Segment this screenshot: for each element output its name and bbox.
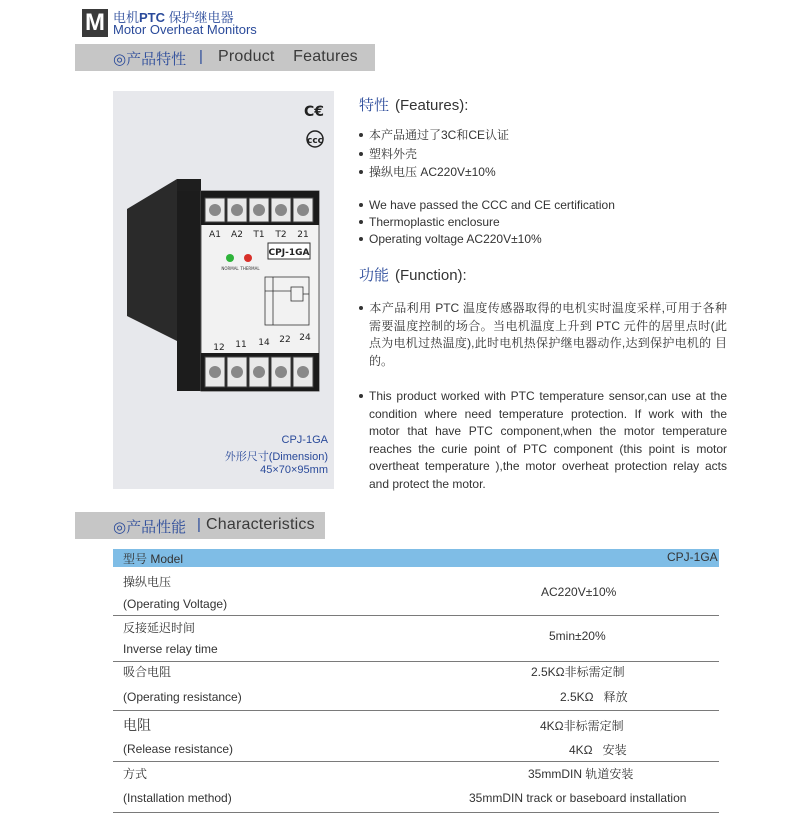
document-title-en: Motor Overheat Monitors xyxy=(113,22,257,37)
section-separator: | xyxy=(199,48,203,65)
feature-bullet: 本产品通过了3C和CE认证 xyxy=(359,126,509,143)
terminal-label: 21 xyxy=(297,230,309,240)
terminal-label: 12 xyxy=(213,343,225,353)
row-divider xyxy=(113,812,719,813)
feature-bullet: Operating voltage AC220V±10% xyxy=(359,232,542,246)
caption-dimension-size: 45×70×95mm xyxy=(260,464,328,476)
terminal-label: 24 xyxy=(299,333,311,343)
row-value: 5min±20% xyxy=(549,629,606,643)
row-label-en: (Release resistance) xyxy=(123,742,234,756)
document-title-cn: 电机PTC 保护继电器 xyxy=(113,10,234,25)
svg-text:THERMAL: THERMAL xyxy=(240,266,260,271)
row-value: 4KΩ非标需定制 xyxy=(540,719,624,733)
terminal-label: A1 xyxy=(209,230,221,240)
feature-bullet: 塑料外壳 xyxy=(359,145,417,162)
row-label-cn: 吸合电阻 xyxy=(123,665,172,679)
row-divider xyxy=(113,661,719,662)
features-heading: 特性 (Features): xyxy=(359,97,469,114)
caption-dimension-label: 外形尺寸(Dimension) xyxy=(224,451,328,463)
row-label-en: (Installation method) xyxy=(123,791,232,805)
svg-text:NORMAL: NORMAL xyxy=(221,266,239,271)
row-value: 2.5KΩ 释放 xyxy=(560,690,628,704)
feature-bullet: 操纵电压 AC220V±10% xyxy=(359,163,496,180)
svg-text:C€: C€ xyxy=(303,104,325,120)
device-model-label: CPJ-1GA xyxy=(268,248,310,258)
ce-mark-icon xyxy=(304,104,324,120)
row-value: 35mmDIN track or baseboard installation xyxy=(469,791,687,805)
row-label-en: Inverse relay time xyxy=(123,642,218,656)
terminal-label: A2 xyxy=(231,230,243,240)
feature-bullet: We have passed the CCC and CE certification xyxy=(359,198,615,212)
feature-bullet: Thermoplastic enclosure xyxy=(359,215,500,229)
row-value: 2.5KΩ非标需定制 xyxy=(531,665,625,679)
table-header xyxy=(113,549,719,567)
row-divider xyxy=(113,761,719,762)
ccc-mark-icon xyxy=(307,131,323,147)
function-heading: 功能 (Function): xyxy=(359,267,467,284)
function-description-cn: 本产品利用 PTC 温度传感器取得的电机实时温度采样,可用于各种 需要温度控制的场合。当电机温度上升到 PTC 元件的居里点时(此 点为电机过热温度),此时电机热保护继电器动作,达到保护电机的 目 的。 xyxy=(359,300,727,370)
section-bar-characteristics xyxy=(75,512,325,539)
row-value: 35mmDIN 轨道安装 xyxy=(528,767,634,781)
terminal-label: 11 xyxy=(235,340,247,350)
section-title-cn: ◎产品性能 xyxy=(113,519,187,536)
row-label-cn: 电阻 xyxy=(123,717,151,733)
table-header-model: CPJ-1GA xyxy=(667,550,718,564)
row-label-en: (Operating Voltage) xyxy=(123,597,228,611)
section-title-en: Characteristics xyxy=(206,516,315,533)
svg-text:ccc: ccc xyxy=(306,136,324,146)
caption-model: CPJ-1GA xyxy=(281,434,328,446)
section-separator: | xyxy=(197,516,201,533)
function-description-en: This product worked with PTC temperature sensor,can use at the condition where need temperature protection. If work with the motor that have PTC component,when the motor temperature reaches the curie point of PTC component (this point is motor overtheat temperature ),the motor overheat protection relay acts and protect the motor. xyxy=(359,388,727,493)
row-divider xyxy=(113,615,719,616)
section-title-cn: ◎产品特性 xyxy=(113,51,187,68)
row-label-cn: 操纵电压 xyxy=(123,575,172,589)
terminal-label: 22 xyxy=(279,335,291,345)
row-label-cn: 反接延迟时间 xyxy=(123,621,196,635)
product-photo xyxy=(113,91,334,489)
row-label-en: (Operating resistance) xyxy=(123,690,242,704)
row-value: 4KΩ 安装 xyxy=(569,743,627,757)
terminal-label: 14 xyxy=(258,338,270,348)
section-bar-product-features xyxy=(75,44,375,71)
terminal-label: T1 xyxy=(253,230,265,240)
terminal-label: T2 xyxy=(275,230,287,240)
row-label-cn: 方式 xyxy=(123,767,148,781)
thermal-led-icon xyxy=(244,254,252,262)
row-value: AC220V±10% xyxy=(541,585,617,599)
brand-logo: M xyxy=(82,9,108,37)
normal-led-icon xyxy=(226,254,234,262)
row-divider xyxy=(113,710,719,711)
table-header-label: 型号 Model xyxy=(123,552,184,566)
section-title-en: Product Features xyxy=(218,48,358,65)
relay-illustration xyxy=(113,91,334,489)
